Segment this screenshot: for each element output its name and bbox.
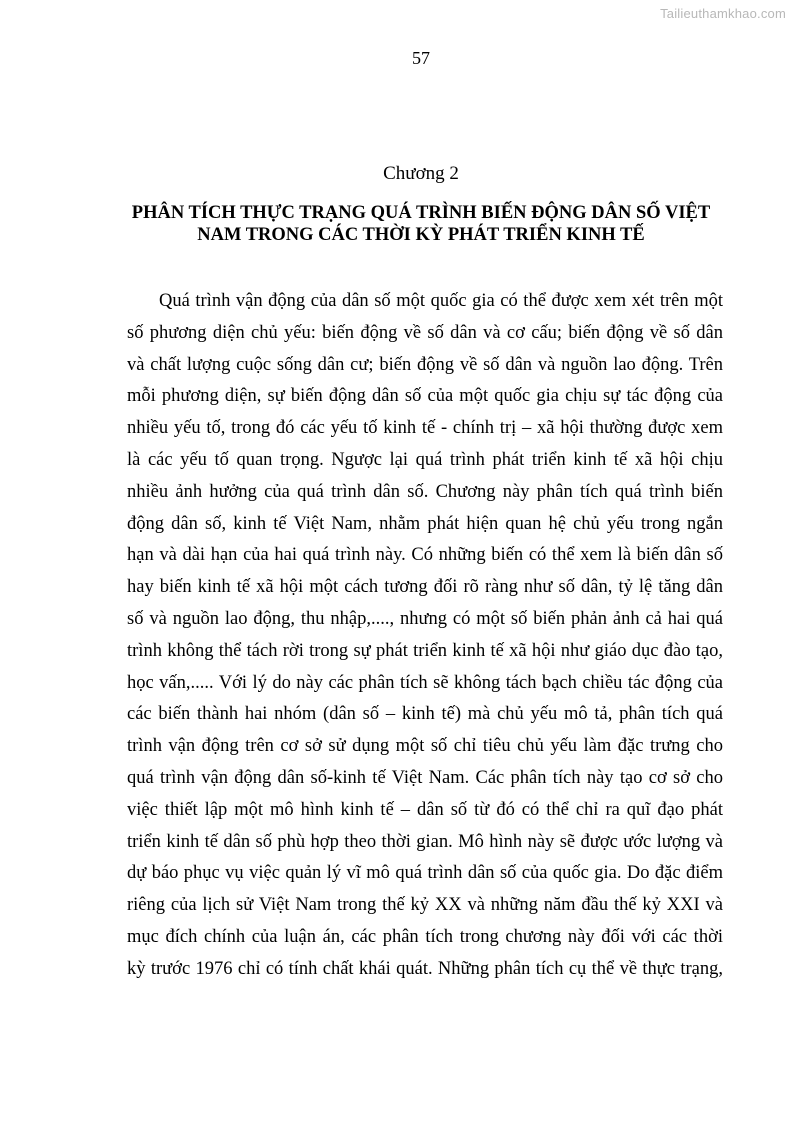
paragraph-line: trình không thể tách rời trong sự phát triển kinh tế xã hội như giáo dục đào tạo, xyxy=(127,640,723,661)
chapter-title-line: NAM TRONG CÁC THỜI KỲ PHÁT TRIỂN KINH TẾ xyxy=(197,225,645,245)
paragraph-line: hay biến kinh tế xã hội một cách tương đối rõ ràng như số dân, tỷ lệ tăng dân xyxy=(127,577,723,598)
paragraph-line: dự báo phục vụ việc quản lý vĩ mô quá trình dân số của quốc gia. Do đặc điểm xyxy=(127,863,723,884)
paragraph-line: riêng của lịch sử Việt Nam trong thế kỷ XX và những năm đầu thế kỷ XXI và xyxy=(127,895,723,916)
paragraph-line: mỗi phương diện, sự biến động dân số của một quốc gia chịu sự tác động của xyxy=(127,386,723,407)
paragraph-line: số phương diện chủ yếu: biến động về số dân và cơ cấu; biến động về số dân xyxy=(127,322,723,343)
paragraph-line: động dân số, kinh tế Việt Nam, nhằm phát hiện quan hệ chủ yếu trong ngắn xyxy=(127,513,723,534)
paragraph-line: trình vận động trên cơ sở sử dụng một số chỉ tiêu chủ yếu làm đặc trưng cho xyxy=(127,736,723,757)
paragraph-line: nhiều ảnh hưởng của quá trình dân số. Chương này phân tích quá trình biến xyxy=(127,481,723,502)
paragraph-line: và chất lượng cuộc sống dân cư; biến động về số dân và nguồn lao động. Trên xyxy=(127,354,723,375)
paragraph-line: mục đích chính của luận án, các phân tích trong chương này đối với các thời xyxy=(127,926,723,947)
watermark-text: Tailieuthamkhao.com xyxy=(660,6,786,21)
chapter-title xyxy=(100,202,742,246)
paragraph-line: triển kinh tế dân số phù hợp theo thời gian. Mô hình này sẽ được ước lượng và xyxy=(127,831,723,852)
paragraph-line: các biến thành hai nhóm (dân số – kinh tế) mà chủ yếu mô tả, phân tích quá xyxy=(127,704,723,725)
paragraph-line: học vấn,..... Với lý do này các phân tích sẽ không tách bạch chiều tác động của xyxy=(127,672,723,693)
page-number: 57 xyxy=(412,48,430,68)
paragraph-line: kỳ trước 1976 chỉ có tính chất khái quát. Những phân tích cụ thể về thực trạng, xyxy=(127,958,723,979)
chapter-heading: Chương 2 xyxy=(383,163,459,184)
paragraph-line: số và nguồn lao động, thu nhập,...., nhưng có một số biến phản ảnh cả hai quá xyxy=(127,608,723,629)
body-paragraph xyxy=(127,286,723,986)
chapter-title-line: PHÂN TÍCH THỰC TRẠNG QUÁ TRÌNH BIẾN ĐỘNG DÂN SỐ VIỆT xyxy=(131,203,711,223)
paragraph-line: quá trình vận động dân số-kinh tế Việt Nam. Các phân tích này tạo cơ sở cho xyxy=(127,767,723,788)
paragraph-line: hạn và dài hạn của hai quá trình này. Có những biến có thể xem là biến dân số xyxy=(127,545,723,566)
paragraph-line: việc thiết lập một mô hình kinh tế – dân số từ đó có thể chỉ ra quĩ đạo phát xyxy=(127,799,723,820)
paragraph-line: là các yếu tố quan trọng. Ngược lại quá trình phát triển kinh tế xã hội chịu xyxy=(127,449,723,470)
paragraph-line: nhiều yếu tố, trong đó các yếu tố kinh tế - chính trị – xã hội thường được xem xyxy=(127,418,723,439)
paragraph-line: Quá trình vận động của dân số một quốc gia có thể được xem xét trên một xyxy=(159,291,723,311)
